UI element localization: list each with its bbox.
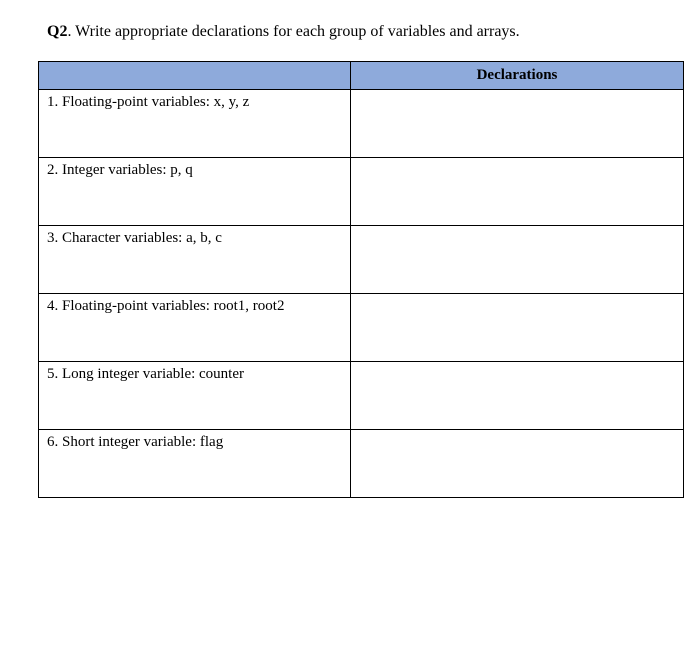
- variable-cell: [39, 226, 351, 294]
- question-number: Q2: [47, 23, 68, 40]
- variable-cell: [39, 430, 351, 498]
- table-row: [39, 158, 684, 226]
- declaration-cell: [351, 362, 684, 430]
- variable-label: 1. Floating-point variables: x, y, z: [47, 94, 250, 110]
- declaration-cell: [351, 90, 684, 158]
- variable-label: 3. Character variables: a, b, c: [47, 230, 222, 246]
- variable-cell: [39, 294, 351, 362]
- declaration-cell: [351, 226, 684, 294]
- variable-label: 4. Floating-point variables: root1, root2: [47, 298, 285, 314]
- header-declarations: Declarations: [351, 62, 684, 90]
- variable-label: 6. Short integer variable: flag: [47, 434, 224, 450]
- table-row: [39, 430, 684, 498]
- variable-cell: [39, 362, 351, 430]
- table-row: [39, 90, 684, 158]
- variable-label: 2. Integer variables: p, q: [47, 162, 193, 178]
- question-text: . Write appropriate declarations for each group of variables and arrays.: [67, 23, 520, 40]
- table-row: [39, 362, 684, 430]
- variable-cell: [39, 90, 351, 158]
- table-row: [39, 226, 684, 294]
- header-variables: [39, 62, 351, 90]
- declaration-cell: [351, 158, 684, 226]
- declarations-table: [38, 61, 684, 498]
- variable-cell: [39, 158, 351, 226]
- table-header-row: [39, 62, 684, 90]
- table-row: [39, 294, 684, 362]
- declaration-cell: [351, 294, 684, 362]
- variable-label: 5. Long integer variable: counter: [47, 366, 245, 382]
- question-prompt: [47, 22, 520, 42]
- declaration-cell: [351, 430, 684, 498]
